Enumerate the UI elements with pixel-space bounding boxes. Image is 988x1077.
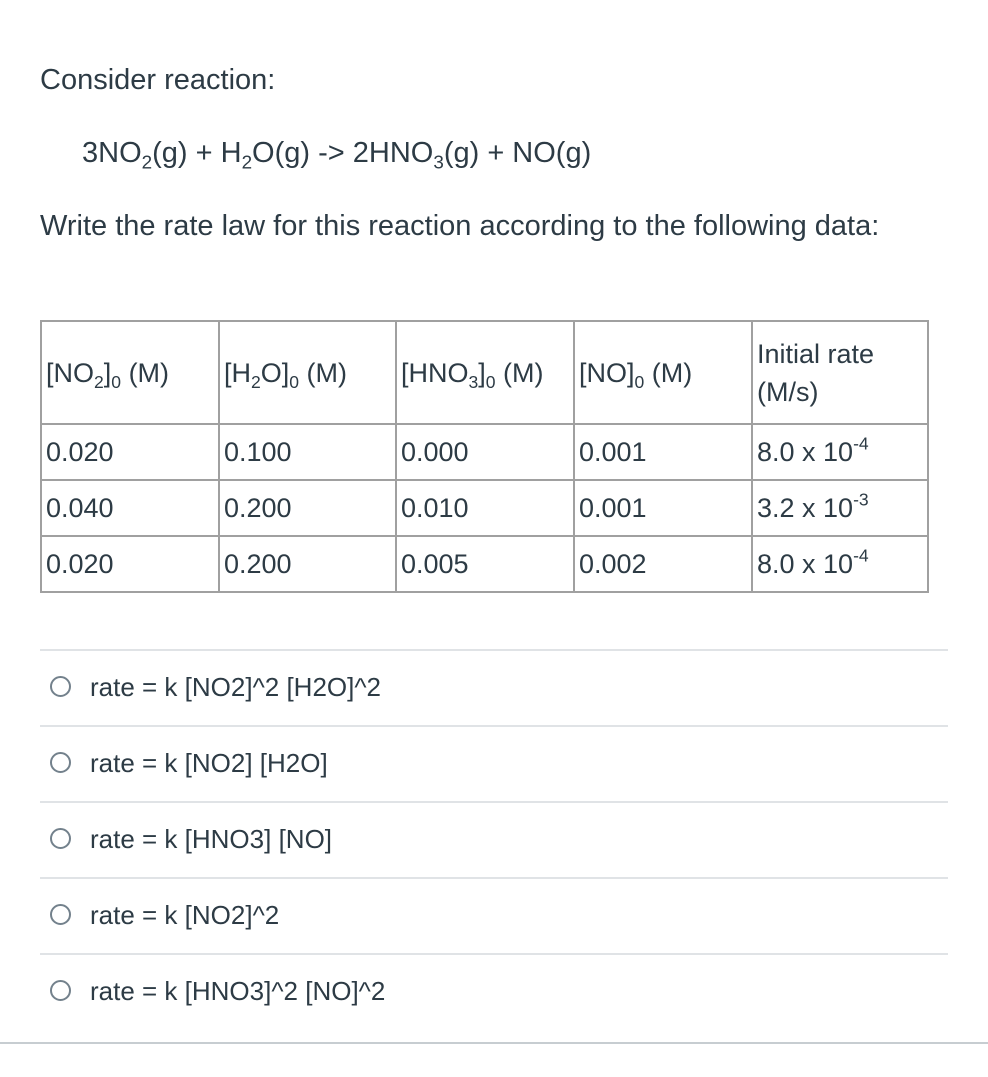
equation-part: 3NO — [82, 137, 142, 169]
answer-option[interactable] — [40, 803, 948, 879]
answer-option[interactable] — [40, 727, 948, 803]
answer-label[interactable]: rate = k [NO2] [H2O] — [90, 748, 328, 778]
equation-part: (g) + H — [152, 137, 242, 169]
reaction-equation — [82, 133, 591, 173]
rate-data-table — [40, 320, 929, 593]
header-initial-rate: Initial rate (M/s) — [752, 321, 928, 424]
table-row — [41, 536, 928, 592]
cell-initial-rate: 8.0 x $10^{-4}$ — [752, 424, 928, 480]
answer-label[interactable]: rate = k [NO2]^2 — [90, 900, 280, 930]
table-row — [41, 480, 928, 536]
equation-subscript: 3 — [433, 151, 444, 173]
cell-no: 0.001 — [574, 424, 752, 480]
radio-button[interactable] — [50, 752, 71, 773]
answer-option[interactable] — [40, 879, 948, 955]
cell-hno3: 0.005 — [396, 536, 574, 592]
answer-option[interactable] — [40, 955, 948, 1029]
radio-button[interactable] — [50, 676, 71, 697]
cell-no2: 0.020 — [41, 424, 219, 480]
table-header-row — [41, 321, 928, 424]
cell-initial-rate: 8.0 x $10^{-4}$ — [752, 536, 928, 592]
cell-h2o: 0.200 — [219, 480, 396, 536]
cell-hno3: 0.000 — [396, 424, 574, 480]
bottom-divider — [0, 1042, 988, 1044]
header-no2: $[NO_2]_0$ (M) — [41, 321, 219, 424]
cell-initial-rate: 3.2 x $10^{-3}$ — [752, 480, 928, 536]
cell-h2o: 0.100 — [219, 424, 396, 480]
cell-no: 0.001 — [574, 480, 752, 536]
equation-part: O(g) -> 2HNO — [252, 137, 434, 169]
question-intro: Consider reaction: — [40, 64, 276, 96]
equation-subscript: 2 — [241, 151, 253, 173]
header-h2o: $[H_2O]_0$ (M) — [219, 321, 396, 424]
cell-no2: 0.040 — [41, 480, 219, 536]
answer-option[interactable] — [40, 651, 948, 727]
cell-h2o: 0.200 — [219, 536, 396, 592]
radio-button[interactable] — [50, 980, 71, 1001]
answer-label[interactable]: rate = k [HNO3] [NO] — [90, 824, 333, 854]
question-instruction: Write the rate law for this reaction according to the following data: — [40, 210, 880, 242]
answer-label[interactable]: rate = k [NO2]^2 [H2O]^2 — [90, 672, 382, 702]
table-row — [41, 424, 928, 480]
cell-hno3: 0.010 — [396, 480, 574, 536]
cell-no: 0.002 — [574, 536, 752, 592]
radio-button[interactable] — [50, 828, 71, 849]
answer-label[interactable]: rate = k [HNO3]^2 [NO]^2 — [90, 976, 386, 1006]
equation-subscript: 2 — [141, 151, 153, 173]
header-no: $[NO]_0$ (M) — [574, 321, 752, 424]
cell-no2: 0.020 — [41, 536, 219, 592]
answer-options — [40, 649, 948, 1029]
radio-button[interactable] — [50, 904, 71, 925]
header-hno3: $[HNO_3]_0$ (M) — [396, 321, 574, 424]
equation-part: (g) + NO(g) — [443, 137, 592, 169]
